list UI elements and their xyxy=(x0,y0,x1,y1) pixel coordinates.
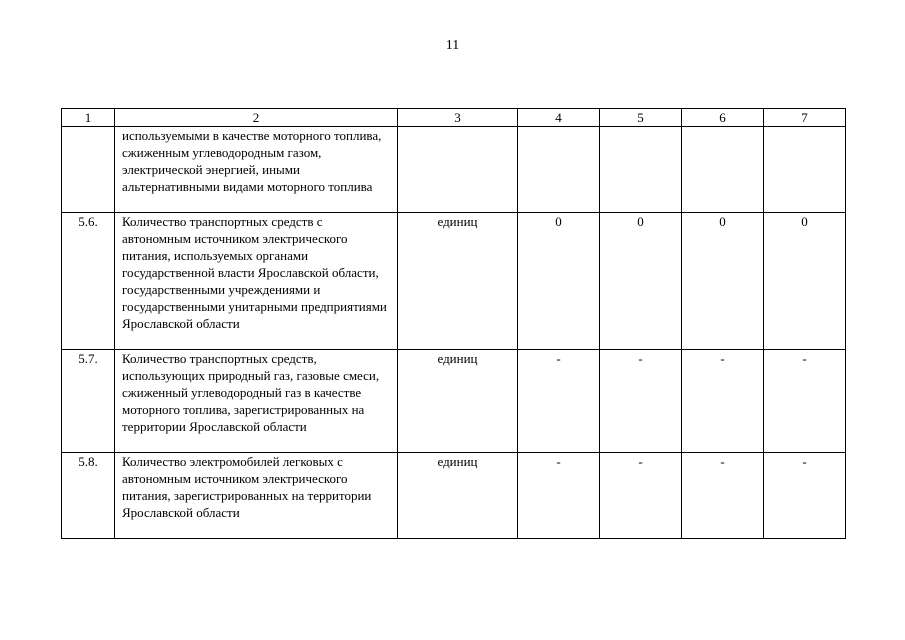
row-value-6: 0 xyxy=(682,213,764,350)
row-value-6: - xyxy=(682,350,764,453)
row-number xyxy=(62,127,115,213)
header-cell-4: 4 xyxy=(518,109,600,127)
row-value-7: 0 xyxy=(764,213,846,350)
row-description: Количество транспортных средств с автономным источником электрического питания, используемых органами государственной власти Ярославской области, государственными учреждениями и государственными унитарными предприятиями Ярославской области xyxy=(115,213,398,350)
row-value-7: - xyxy=(764,453,846,539)
page-number: 11 xyxy=(445,38,460,53)
row-description: Количество транспортных средств, использующих природный газ, газовые смеси, сжиженный углеводородный газ в качестве моторного топлива, зарегистрированных на территории Ярославской области xyxy=(115,350,398,453)
row-value-7: - xyxy=(764,350,846,453)
header-cell-3: 3 xyxy=(398,109,518,127)
table-row xyxy=(62,213,846,350)
row-description: используемыми в качестве моторного топлива, сжиженным углеводородным газом, электрической энергией, иными альтернативными видами моторного топлива xyxy=(115,127,398,213)
header-cell-2: 2 xyxy=(115,109,398,127)
header-cell-7: 7 xyxy=(764,109,846,127)
header-cell-1: 1 xyxy=(62,109,115,127)
row-number: 5.8. xyxy=(62,453,115,539)
row-value-5: - xyxy=(600,453,682,539)
row-value-6: - xyxy=(682,453,764,539)
row-description: Количество электромобилей легковых с автономным источником электрического питания, зарегистрированных на территории Ярославской области xyxy=(115,453,398,539)
header-cell-5: 5 xyxy=(600,109,682,127)
row-number: 5.7. xyxy=(62,350,115,453)
row-unit: единиц xyxy=(398,453,518,539)
row-unit: единиц xyxy=(398,350,518,453)
table-row xyxy=(62,127,846,213)
row-value-6 xyxy=(682,127,764,213)
row-number: 5.6. xyxy=(62,213,115,350)
row-unit: единиц xyxy=(398,213,518,350)
row-value-7 xyxy=(764,127,846,213)
row-value-5 xyxy=(600,127,682,213)
row-value-4: - xyxy=(518,453,600,539)
header-cell-6: 6 xyxy=(682,109,764,127)
row-value-4 xyxy=(518,127,600,213)
row-value-5: 0 xyxy=(600,213,682,350)
table-header-row xyxy=(62,109,846,127)
row-value-4: - xyxy=(518,350,600,453)
table-row xyxy=(62,453,846,539)
indicators-table xyxy=(61,108,846,539)
table-row xyxy=(62,350,846,453)
row-value-4: 0 xyxy=(518,213,600,350)
row-unit xyxy=(398,127,518,213)
row-value-5: - xyxy=(600,350,682,453)
